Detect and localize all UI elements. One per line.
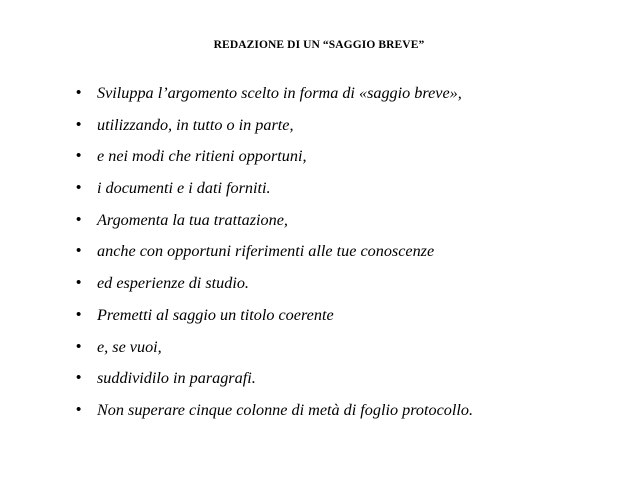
list-item-text: i documenti e i dati forniti.: [97, 179, 271, 198]
list-item-text: utilizzando, in tutto o in parte,: [97, 115, 294, 134]
list-item-text: Premetti al saggio un titolo coerente: [97, 305, 334, 324]
list-item-text: Non superare cinque colonne di metà di foglio protocollo.: [97, 400, 474, 419]
list-item-text: anche con opportuni riferimenti alle tue conoscenze: [97, 242, 435, 261]
list-item-text: e, se vuoi,: [97, 337, 162, 356]
bullet-icon: •: [76, 274, 82, 292]
list-item-text: e nei modi che ritieni opportuni,: [97, 147, 307, 166]
list-item-text: ed esperienze di studio.: [97, 274, 249, 293]
document-title: REDAZIONE DI UN “SAGGIO BREVE”: [213, 39, 425, 51]
bullet-icon: •: [76, 369, 82, 387]
list-item-text: suddividilo in paragrafi.: [97, 369, 256, 388]
bullet-icon: •: [76, 84, 82, 101]
bullet-icon: •: [76, 147, 82, 165]
bullet-icon: •: [76, 210, 82, 228]
bullet-icon: •: [76, 400, 82, 418]
bullet-icon: •: [76, 115, 82, 133]
bullet-icon: •: [76, 305, 82, 323]
bullet-icon: •: [76, 179, 82, 197]
list-item-text: Argomenta la tua trattazione,: [97, 210, 288, 229]
bullet-icon: •: [76, 337, 82, 355]
list-item-text: Sviluppa l’argomento scelto in forma di «saggio breve»,: [97, 84, 462, 102]
bullet-icon: •: [76, 242, 82, 260]
